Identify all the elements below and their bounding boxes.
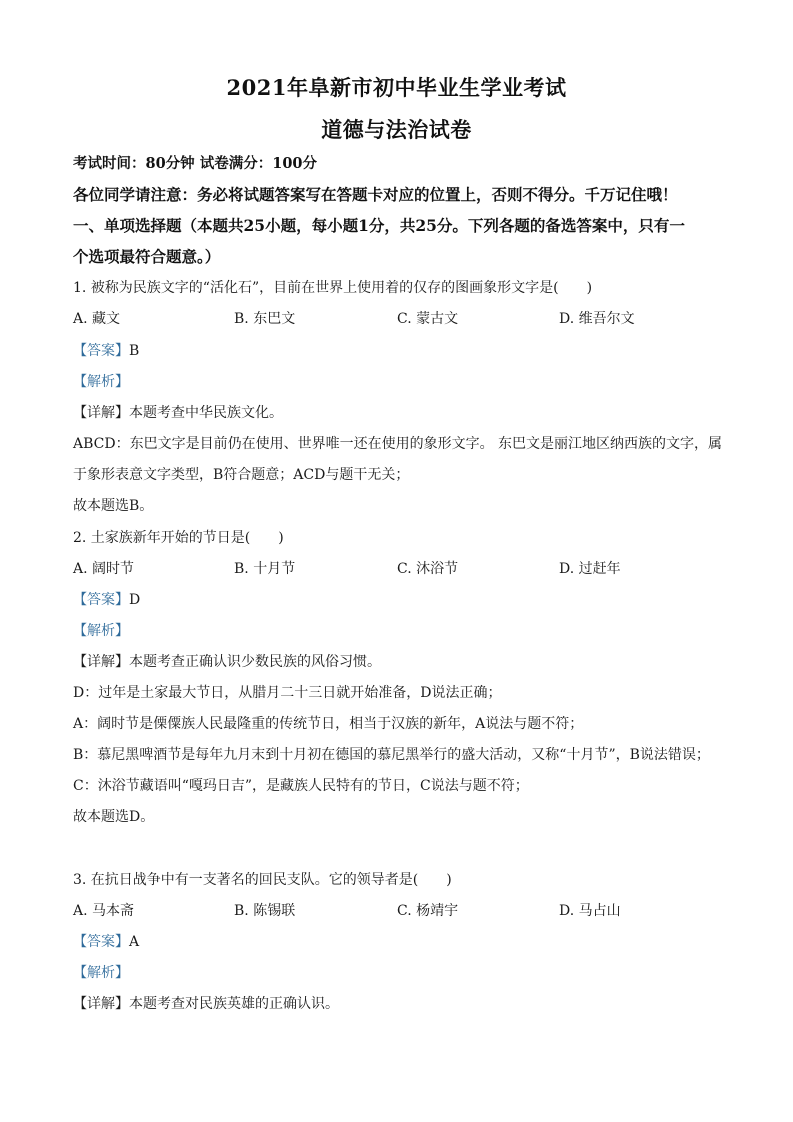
question-2-option-b: B. 十月节 — [234, 561, 296, 577]
question-2-stem: 2. 土家族新年开始的节日是( ) — [73, 530, 284, 546]
answer-tag: 【答案】 — [73, 343, 129, 359]
question-1-stem: 1. 被称为民族文字的“活化石”，目前在世界上使用着的仅存的图画象形文字是( ) — [73, 280, 593, 296]
question-3-explanation-line: 【详解】本题考查对民族英雄的正确认识。 — [73, 996, 339, 1012]
question-2-explanation-line: 故本题选D。 — [73, 809, 155, 825]
question-3-option-d: D. 马占山 — [559, 903, 621, 919]
question-2-explanation-line: C：沐浴节藏语叫“嘎玛日吉”，是藏族人民特有的节日，C说法与题不符； — [73, 778, 529, 794]
question-3-answer — [73, 931, 139, 951]
question-2-answer — [73, 589, 140, 609]
question-2-explanation-line: A：阔时节是傈僳族人民最隆重的传统节日，相当于汉族的新年，A说法与题不符； — [73, 716, 584, 732]
exam-subtitle: 道德与法治试卷 — [321, 117, 472, 142]
question-3-option-a: A. 马本斋 — [73, 903, 135, 919]
answer-value: D — [129, 592, 141, 608]
answer-value: A — [129, 934, 140, 950]
question-3-stem: 3. 在抗日战争中有一支著名的回民支队。它的领导者是( ) — [73, 872, 452, 888]
question-1-analysis-tag: 【解析】 — [73, 374, 129, 390]
question-1-option-d: D. 维吾尔文 — [559, 311, 635, 327]
question-1-option-c: C. 蒙古文 — [397, 311, 459, 327]
question-3-option-b: B. 陈锡联 — [234, 903, 296, 919]
question-1-explanation-line: 于象形表意文字类型，B符合题意；ACD与题干无关； — [73, 467, 410, 483]
question-2-option-d: D. 过赶年 — [559, 561, 621, 577]
question-1-answer — [73, 340, 139, 360]
answer-tag: 【答案】 — [73, 592, 129, 608]
answer-tag: 【答案】 — [73, 934, 129, 950]
answer-value: B — [129, 343, 140, 359]
section-heading-line1: 一、单项选择题（本题共25小题，每小题1分，共25分。下列各题的备选答案中，只有一 — [73, 216, 685, 235]
exam-title: 2021年阜新市初中毕业生学业考试 — [226, 75, 567, 100]
question-2-explanation-line: B：慕尼黑啤酒节是每年九月末到十月初在德国的慕尼黑举行的盛大活动，又称“十月节”，B说法错误； — [73, 747, 710, 763]
section-heading-line2: 个选项最符合题意。） — [73, 247, 221, 266]
question-2-option-c: C. 沐浴节 — [397, 561, 459, 577]
question-2-explanation-line: D：过年是土家最大节日，从腊月二十三日就开始准备，D说法正确； — [73, 685, 502, 701]
exam-notice: 各位同学请注意：务必将试题答案写在答题卡对应的位置上，否则不得分。千万记住哦！ — [73, 185, 678, 204]
question-2-option-a: A. 阔时节 — [73, 561, 135, 577]
question-1-explanation-line: 故本题选B。 — [73, 498, 154, 514]
question-1-explanation-line: 【详解】本题考查中华民族文化。 — [73, 405, 283, 421]
question-2-analysis-tag: 【解析】 — [73, 623, 129, 639]
question-2-explanation-line: 【详解】本题考查正确认识少数民族的风俗习惯。 — [73, 654, 381, 670]
question-3-analysis-tag: 【解析】 — [73, 965, 129, 981]
question-1-explanation-line: ABCD：东巴文字是目前仍在使用、世界唯一还在使用的象形文字。 东巴文是丽江地区纳西族的文字，属 — [73, 436, 723, 452]
question-1-option-a: A. 藏文 — [73, 311, 121, 327]
question-3-option-c: C. 杨靖宇 — [397, 903, 459, 919]
question-1-option-b: B. 东巴文 — [234, 311, 296, 327]
exam-info: 考试时间：80分钟 试卷满分：100分 — [73, 155, 317, 172]
